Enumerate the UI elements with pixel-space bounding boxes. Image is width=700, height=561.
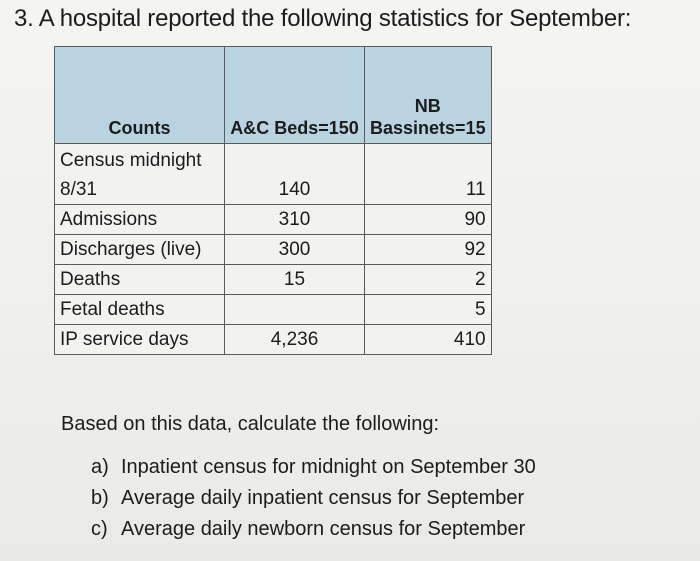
ac-value: 300 (225, 235, 365, 265)
row-label: IP service days (55, 325, 225, 355)
table-row (55, 325, 492, 355)
task-list (91, 452, 536, 545)
nb-value: 5 (365, 295, 492, 325)
ac-value: 310 (225, 205, 365, 235)
header-nb-bassinets (365, 47, 492, 144)
row-label: Fetal deaths (55, 295, 225, 325)
ac-value: 140 (225, 144, 365, 205)
task-letter: b) (91, 487, 109, 509)
row-label: Deaths (55, 265, 225, 295)
row-label: Discharges (live) (55, 235, 225, 265)
header-counts (55, 47, 225, 144)
row-label: Admissions (55, 205, 225, 235)
nb-value: 11 (365, 144, 492, 205)
ac-value: 15 (225, 265, 365, 295)
task-text: Average daily newborn census for September (121, 518, 526, 540)
ac-value: 4,236 (225, 325, 365, 355)
header-bassinets-label: Bassinets=15 (370, 118, 486, 138)
task-text: Average daily inpatient census for September (121, 487, 525, 509)
nb-value: 92 (365, 235, 492, 265)
task-text: Inpatient census for midnight on September 30 (121, 456, 536, 478)
task-letter: c) (91, 518, 108, 540)
list-item (91, 452, 536, 483)
task-letter: a) (91, 456, 109, 478)
table-header-row (55, 47, 492, 144)
header-ac-beds (225, 47, 365, 144)
ac-value (225, 295, 365, 325)
nb-value: 90 (365, 205, 492, 235)
question-title: 3. A hospital reported the following statistics for September: (14, 5, 632, 32)
header-counts-label: Counts (108, 118, 171, 138)
table-row (55, 205, 492, 235)
row-label-line1: Census midnight (60, 150, 202, 171)
statistics-table (54, 46, 492, 355)
list-item (91, 483, 536, 514)
table-row (55, 295, 492, 325)
nb-value: 2 (365, 265, 492, 295)
row-label (55, 144, 225, 205)
header-ac-beds-label: A&C Beds=150 (230, 118, 359, 138)
table-row (55, 235, 492, 265)
row-label-line2: 8/31 (60, 179, 97, 200)
list-item (91, 514, 536, 545)
table-row (55, 144, 492, 205)
instructions-text: Based on this data, calculate the following: (61, 413, 440, 435)
nb-value: 410 (365, 325, 492, 355)
table-row (55, 265, 492, 295)
header-nb-label: NB (414, 96, 441, 116)
